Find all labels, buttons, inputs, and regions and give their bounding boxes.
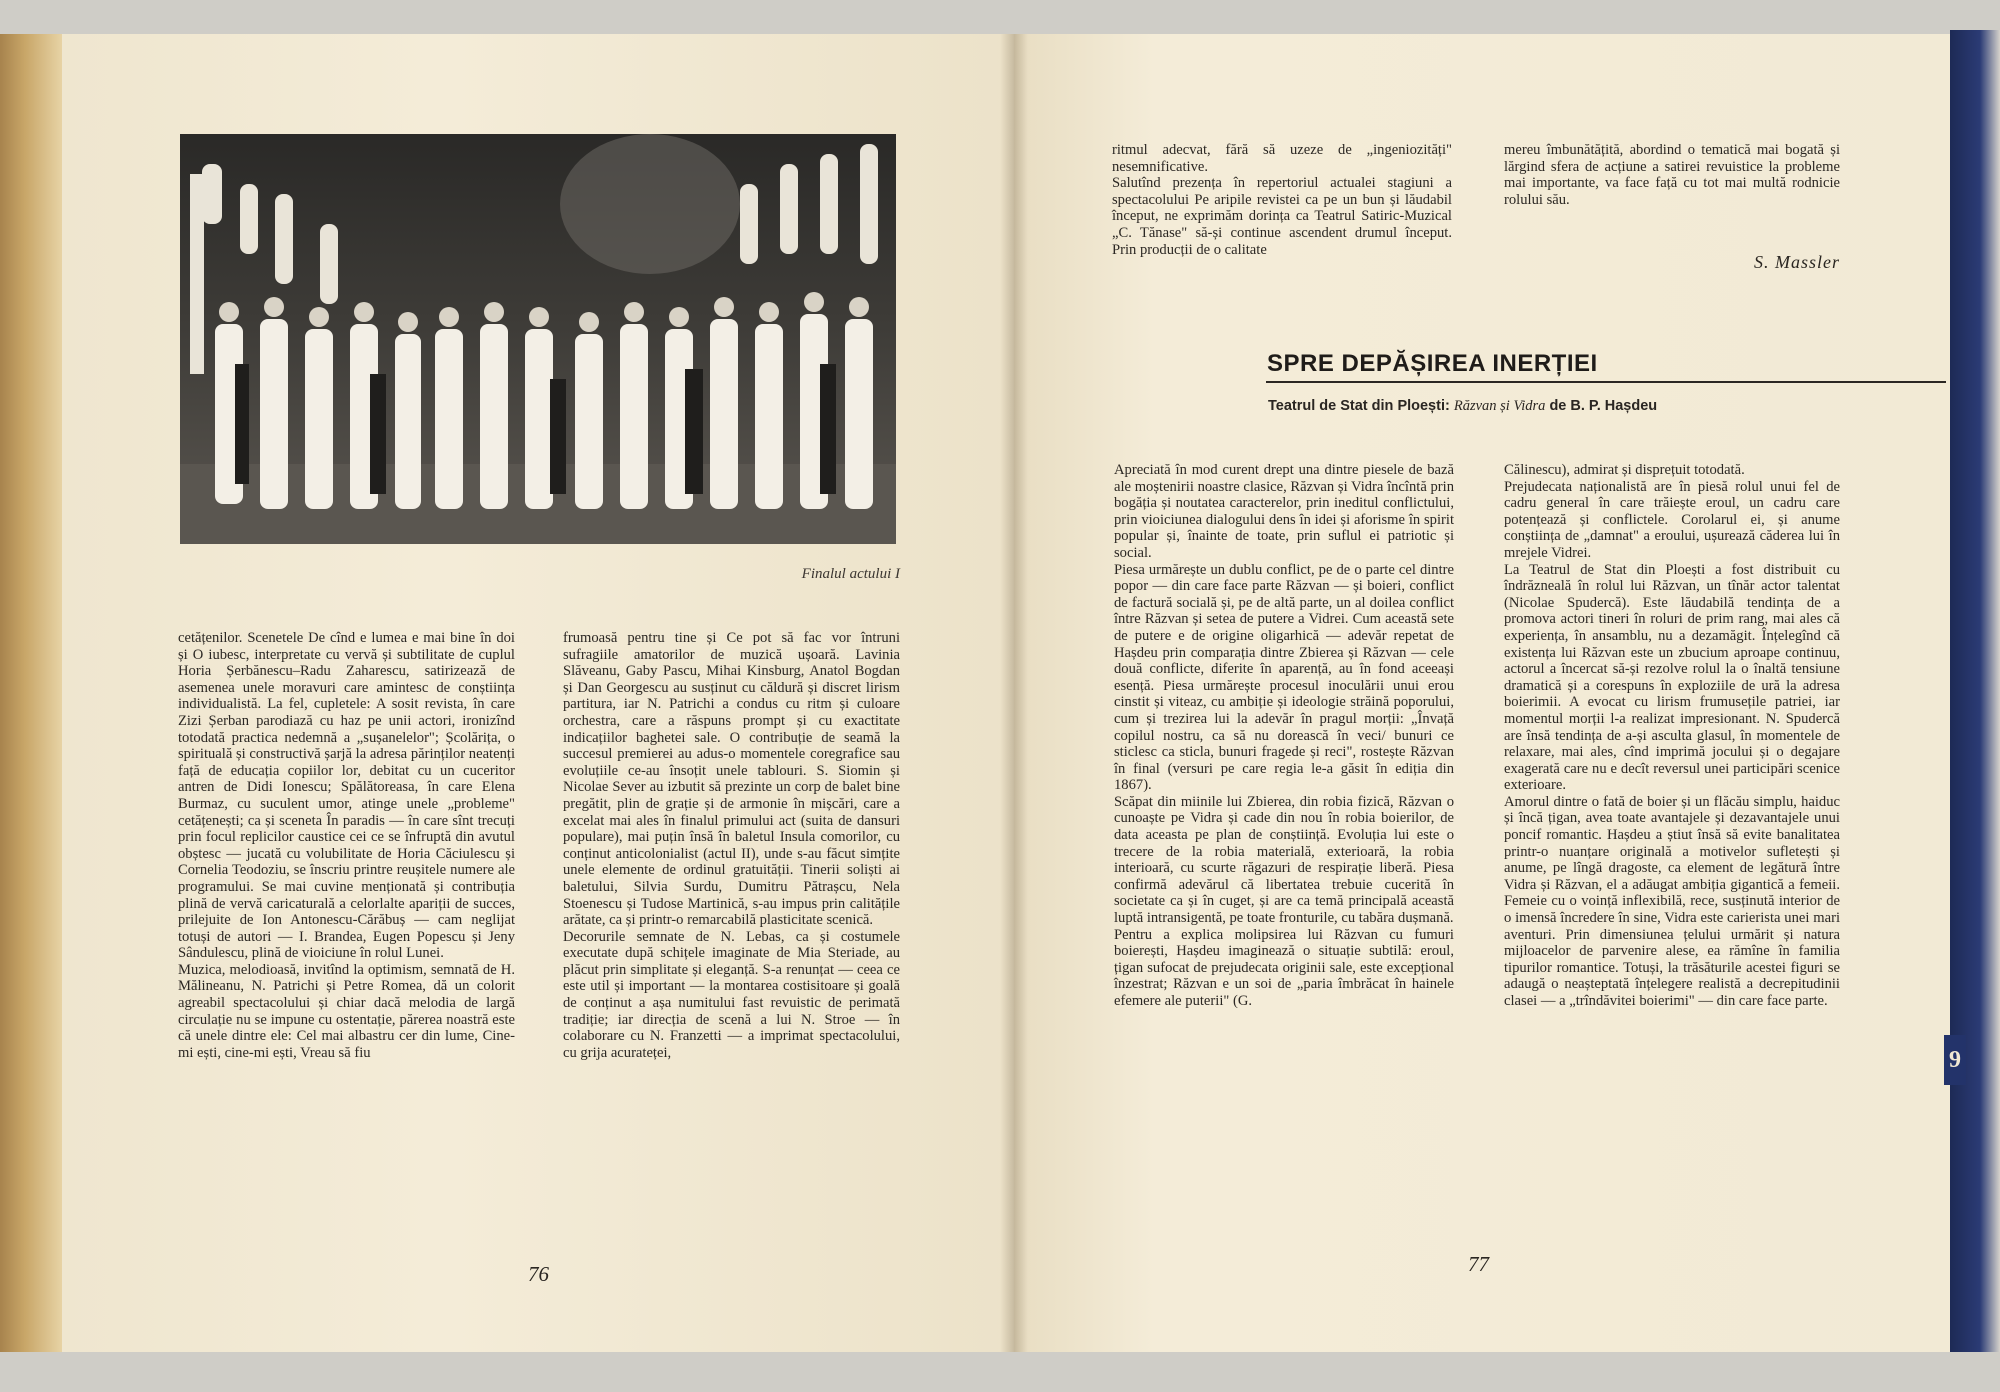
book-cover-right: [1950, 30, 2000, 1360]
page-edge-tab: 9: [1944, 1035, 1966, 1085]
article-subhead: [1268, 398, 1657, 415]
scanner-background-top: [0, 0, 2000, 34]
stage-photo-illustration: [180, 134, 896, 544]
book-gutter: [1000, 34, 1028, 1352]
book-cover-left: [0, 34, 62, 1359]
photo-caption: Finalul actului I: [801, 566, 900, 582]
right-text-column-1: Apreciată în mod curent drept una dintre piesele de bază ale moștenirii noastre clasice, Răzvan și Vidra încîntă prin bogăția și noutatea caracterelor, prin ineditul conflictului, prin vioiciunea dialogului dens în idei și aforisme în spirit popular și, înainte de toate, prin suflul ei patriotic și social. Piesa urmărește un dublu conflict, pe de o parte cel dintre popor — din care face parte Răzvan — și boieri, conflict de factură socială și, pe de altă parte, un al doilea conflict între Răzvan și setea de putere a Vidrei. Cum această sete de putere e de origine oligarhică — adevăr repetat de Hașdeu prin comparația dintre Zbierea și Răzvan — cele două conflicte, diferite în aparență, au în fond aceeași esență. Piesa urmărește procesul inoculării unui erou cinstit și viteaz, cu ambiție și ideologie străină poporului, cum și trezirea lui la adevăr în pragul morții: „Învață copilul nostru, ca să nu dorească în veci/ bunuri ce sticlesc ca sticla, bunuri fragede și reci", rostește Răzvan în final (versuri pe care regia le-a găsit în ediția din 1867). Scăpat din miinile lui Zbierea, din robia fizică, Răzvan o cunoaște pe Vidra și cade din nou în robia boierilor, de data aceasta pe plan de conștiință. Evoluția lui este o trecere de la robia materială, exterioară, la robia interioară, cu scurte răgazuri de respirație liberă. Piesa confirmă adevărul că libertatea trebuie cucerită în societate ca și în cuget, și are ca temă principală această luptă intransigentă, pe toate fronturile, cu tabăra dușmană. Pentru a explica molipsirea lui Răzvan cu fumuri boierești, Hașdeu imaginează o situație subtilă: eroul, țigan sufocat de prejudecata originii sale, este excepțional înzestrat; Răzvan e un soi de „paria îmbrăcat în hainele efemere ale puterii" (G.: [1114, 462, 1454, 1009]
left-text-column-2: frumoasă pentru tine și Ce pot să fac vor întruni sufragiile amatorilor de muzică ușoară. Lavinia Slăveanu, Gaby Pascu, Mihai Kinsburg, Anatol Bogdan și Dan Georgescu au susținut cu căldură și discret lirism partitura, iar N. Patrichi a condus cu ritm și culoare orchestra, care a răspuns prompt și cu exactitate indicațiilor baghetei sale. O contribuție de seamă la succesul premierei au adus-o momentele coregrafice sau evoluțiile ce-au însoțit unele tablouri. S. Siomin și Nicolae Sever au izbutit să prezinte un corp de balet bine pregătit, plin de grație și de armonie în mișcări, care a excelat mai ales în finalul primului act (suita de dansuri populare), mai puțin însă în baletul Insula comorilor, cu conținut anticolonialist (actul II), unde s-au făcut simțite unele elemente de ordinul gratuității. Tinerii soliști ai baletului, Silvia Surdu, Dumitru Pătrașcu, Nela Stoenescu și Tudose Martinică, s-au impus prin calitățile arătate, ca și printr-o remarcabilă plasticitate scenică. Decorurile semnate de N. Lebas, ca și costumele executate după schițele imaginate de Mia Steriade, au plăcut prin simplitate și eleganță. S-a renunțat — ceea ce este util și important — la montarea costisitoare și goală de conținut a așa numitului fast revuistic de perimată tradiție; iar direcția de scenă a lui N. Stroe — în colaborare cu N. Franzetti — a imprimat spectacolului, cu grija acurateței,: [563, 630, 900, 1061]
right-text-column-2: Călinescu), admirat și disprețuit totodată. Prejudecata naționalistă are în piesă rolul unui fel de cadru general în care trăiește eroul, un cadru care potențează și conflictele. Corolarul ei, și anume conștiința de „damnat" a eroului, ușurează căderea lui în mrejele Vidrei. La Teatrul de Stat din Ploești a fost distribuit cu îndrăzneală în rolul lui Răzvan, un tînăr actor talentat (Nicolae Spudercă). Este lăudabilă tendința de a promova actori tineri în roluri de prim rang, mai ales că experiența, în ansamblu, nu a dezamăgit. Înțelegînd că existența lui Răzvan este un zbucium aproape continuu, actorul a încercat să-și rezolve rolul la o înaltă tensiune dramatică și a corespuns în exploziile de ură la adresa boierimii. A evocat cu lirism frumusețile patriei, iar momentul morții l-a realizat impresionant. N. Spudercă are însă tendința de a-și asculta glasul, în momentele de relaxare, mai ales, cînd imprimă jocului și o degajare exagerată care nu e decît reversul unei participări scenice exterioare. Amorul dintre o fată de boier și un flăcău simplu, haiduc și încă țigan, avea toate avantajele și dezavantajele unui poncif romantic. Hașdeu a știut însă să evite banalitatea printr-o nuanțare originală a motivelor sufletești și anume, pe lîngă dragoste, ca element de legătură între Vidra și Răzvan, el a adăugat ambiția gigantică a femeii. Femeie cu o voință inflexibilă, rece, susținută interior de o imensă încredere în sine, Vidra este carierista unei mari aventuri. Prin dimensiunea țelului urmărit și natura mijloacelor de parvenire alese, ea rămîne în familia tipurilor romantice. Totuși, la trăsăturile acestei figuri se adaugă o neașteptată înțelegere realistă a decrepitudinii clasei — a „trîndăvitei boierimi" — din care face parte.: [1504, 462, 1840, 1009]
subhead-author: de B. P. Hașdeu: [1549, 398, 1658, 414]
scanner-background-bottom: [0, 1352, 2000, 1392]
author-signature: S. Massler: [1754, 252, 1840, 272]
right-top-column-1: ritmul adecvat, fără să uzeze de „ingeniozități" nesemnificative. Salutînd prezența în repertoriul actualei stagiuni a spectacolului Pe aripile revistei ca pe un bun și lăudabil început, ne exprimăm dorința ca Teatrul Satiric-Muzical „C. Tănase" să-și continue ascendent drumul început. Prin producții de o calitate: [1112, 142, 1452, 258]
page-number-right: 77: [1468, 1252, 1489, 1276]
right-top-column-2: mereu îmbunătățită, abordind o tematică mai bogată și lărgind sfera de acțiune a satirei revuistice la probleme mai importante, va face față cu tot mai multă rodnicie rolului său.: [1504, 142, 1840, 208]
headline-rule: [1266, 381, 1946, 383]
subhead-theatre: Teatrul de Stat din Ploești:: [1268, 398, 1450, 414]
stage-photo: [180, 134, 896, 544]
left-text-column-1: cetățenilor. Scenetele De cînd e lumea e mai bine în doi și O iubesc, interpretate cu vervă și subtilitate de cuplul Horia Șerbănescu–Radu Zaharescu, satirizează de asemenea unele moravuri care amintesc de conștiința individualistă. La fel, cupletele: A sosit revista, în care Zizi Șerban parodiază cu haz pe unii actori, ironizînd totodată practica nedemnă a „sușanelelor"; Școlărița, o spirituală și constructivă șarjă la adresa părinților neatenți față de educația copiilor lor, debitat cu un cuceritor antren de Didi Ionescu; Spălătoreasa, în care Elena Burmaz, cu suculent umor, atinge unele „probleme" cetățenești; ca și sceneta În paradis — în care sînt trecuți prin focul replicilor caustice cei ce se înfruptă din avutul obștesc — jucată cu volubilitate de Horia Căciulescu și Cornelia Teodoziu, se înscriu printre reușitele numere ale programului. Se mai cuvine menționată și contribuția plină de vervă caricaturală a celorlalte apariții de succes, prilejuite de Ion Antonescu-Cărăbuș — cam neglijat totuși de autori — I. Brandea, Eugen Popescu și Jeny Sândulescu, plină de vioiciune în rolul Lunei. Muzica, melodioasă, invitînd la optimism, semnată de H. Mălineanu, N. Patrichi și Petre Romea, dă un colorit agreabil spectacolului și chiar dacă melodia de largă circulație nu se impune cu ostentație, părerea noastră este că unele dintre ele: Cel mai albastru cer din lume, Cine-mi ești, cine-mi ești, Vreau să fiu: [178, 630, 515, 1061]
subhead-play: Răzvan și Vidra: [1453, 398, 1546, 414]
article-headline: SPRE DEPĂȘIREA INERȚIEI: [1267, 350, 1598, 377]
page-number-left: 76: [528, 1262, 549, 1286]
